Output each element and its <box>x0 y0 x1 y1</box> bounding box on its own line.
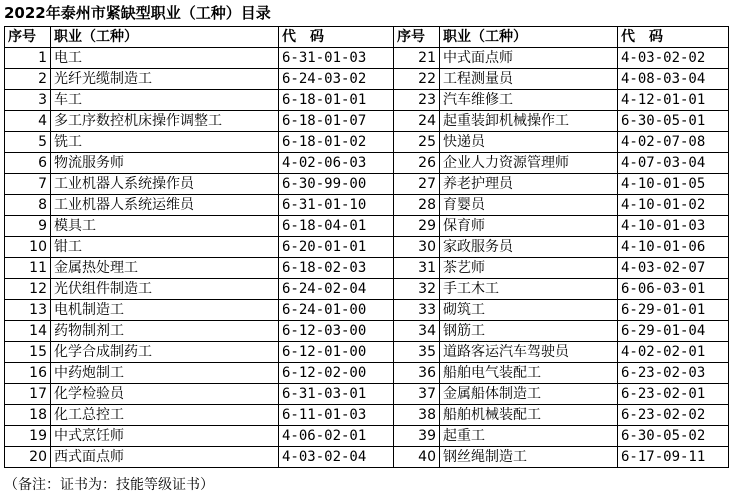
cell-occupation: 多工序数控机床操作调整工 <box>51 111 279 132</box>
cell-seq: 9 <box>5 216 51 237</box>
cell-occupation: 化学合成制药工 <box>51 342 279 363</box>
cell-code-2: 4-03-02-02 <box>618 48 729 69</box>
cell-seq-2: 37 <box>394 384 440 405</box>
cell-occupation-2: 茶艺师 <box>440 258 618 279</box>
cell-code: 6-30-99-00 <box>279 174 394 195</box>
header-code: 代 码 <box>279 27 394 48</box>
cell-code: 4-06-02-01 <box>279 426 394 447</box>
table-row <box>5 90 729 111</box>
cell-code: 6-18-01-07 <box>279 111 394 132</box>
cell-occupation-2: 汽车维修工 <box>440 90 618 111</box>
header-occupation-2: 职业（工种） <box>440 27 618 48</box>
cell-code-2: 6-23-02-01 <box>618 384 729 405</box>
header-occupation: 职业（工种） <box>51 27 279 48</box>
table-header-row <box>5 27 729 48</box>
cell-code: 4-03-02-04 <box>279 447 394 468</box>
cell-code: 6-18-04-01 <box>279 216 394 237</box>
cell-seq-2: 33 <box>394 300 440 321</box>
cell-seq: 19 <box>5 426 51 447</box>
cell-seq-2: 23 <box>394 90 440 111</box>
cell-seq-2: 24 <box>394 111 440 132</box>
cell-occupation-2: 钢丝绳制造工 <box>440 447 618 468</box>
table-row <box>5 300 729 321</box>
cell-seq-2: 30 <box>394 237 440 258</box>
cell-seq: 10 <box>5 237 51 258</box>
table-row <box>5 153 729 174</box>
cell-seq-2: 31 <box>394 258 440 279</box>
cell-seq: 16 <box>5 363 51 384</box>
table-row <box>5 111 729 132</box>
cell-seq: 11 <box>5 258 51 279</box>
cell-seq: 4 <box>5 111 51 132</box>
cell-code: 6-31-01-03 <box>279 48 394 69</box>
table-row <box>5 237 729 258</box>
cell-code: 6-12-02-00 <box>279 363 394 384</box>
header-code-2: 代 码 <box>618 27 729 48</box>
cell-occupation-2: 保育师 <box>440 216 618 237</box>
cell-seq: 7 <box>5 174 51 195</box>
cell-occupation-2: 中式面点师 <box>440 48 618 69</box>
cell-seq: 5 <box>5 132 51 153</box>
cell-code: 6-18-01-01 <box>279 90 394 111</box>
cell-seq: 15 <box>5 342 51 363</box>
cell-occupation-2: 起重工 <box>440 426 618 447</box>
table-row <box>5 258 729 279</box>
cell-occupation: 工业机器人系统运维员 <box>51 195 279 216</box>
cell-code-2: 4-10-01-02 <box>618 195 729 216</box>
cell-occupation: 中式烹饪师 <box>51 426 279 447</box>
cell-code: 6-12-01-00 <box>279 342 394 363</box>
cell-seq: 14 <box>5 321 51 342</box>
cell-occupation: 模具工 <box>51 216 279 237</box>
cell-code-2: 6-23-02-02 <box>618 405 729 426</box>
cell-occupation-2: 起重装卸机械操作工 <box>440 111 618 132</box>
cell-seq-2: 34 <box>394 321 440 342</box>
cell-code-2: 6-06-03-01 <box>618 279 729 300</box>
header-seq-2: 序号 <box>394 27 440 48</box>
table-row <box>5 321 729 342</box>
cell-seq-2: 32 <box>394 279 440 300</box>
table-row <box>5 426 729 447</box>
table-row <box>5 363 729 384</box>
table-body <box>5 48 729 468</box>
table-row <box>5 447 729 468</box>
cell-seq: 8 <box>5 195 51 216</box>
table-row <box>5 342 729 363</box>
cell-seq: 18 <box>5 405 51 426</box>
table-row <box>5 69 729 90</box>
cell-code: 6-24-01-00 <box>279 300 394 321</box>
cell-occupation-2: 育婴员 <box>440 195 618 216</box>
cell-seq: 2 <box>5 69 51 90</box>
cell-seq-2: 25 <box>394 132 440 153</box>
cell-code: 6-12-03-00 <box>279 321 394 342</box>
cell-code: 6-24-03-02 <box>279 69 394 90</box>
cell-code-2: 4-10-01-05 <box>618 174 729 195</box>
cell-code: 6-18-02-03 <box>279 258 394 279</box>
cell-code: 6-24-02-04 <box>279 279 394 300</box>
cell-seq: 6 <box>5 153 51 174</box>
cell-seq: 13 <box>5 300 51 321</box>
cell-code-2: 4-03-02-07 <box>618 258 729 279</box>
cell-code: 6-31-01-10 <box>279 195 394 216</box>
cell-seq-2: 21 <box>394 48 440 69</box>
cell-occupation-2: 船舶电气装配工 <box>440 363 618 384</box>
cell-seq: 12 <box>5 279 51 300</box>
cell-occupation-2: 金属船体制造工 <box>440 384 618 405</box>
cell-occupation: 电机制造工 <box>51 300 279 321</box>
cell-occupation: 中药炮制工 <box>51 363 279 384</box>
occupation-table <box>4 26 729 468</box>
cell-occupation-2: 钢筋工 <box>440 321 618 342</box>
cell-code-2: 4-12-01-01 <box>618 90 729 111</box>
header-seq: 序号 <box>5 27 51 48</box>
cell-occupation-2: 道路客运汽车驾驶员 <box>440 342 618 363</box>
cell-code-2: 6-30-05-01 <box>618 111 729 132</box>
cell-seq-2: 39 <box>394 426 440 447</box>
cell-occupation-2: 砌筑工 <box>440 300 618 321</box>
cell-occupation: 西式面点师 <box>51 447 279 468</box>
cell-occupation: 金属热处理工 <box>51 258 279 279</box>
cell-occupation: 铣工 <box>51 132 279 153</box>
table-row <box>5 216 729 237</box>
cell-occupation-2: 企业人力资源管理师 <box>440 153 618 174</box>
cell-occupation-2: 手工木工 <box>440 279 618 300</box>
table-row <box>5 279 729 300</box>
cell-seq: 3 <box>5 90 51 111</box>
cell-occupation: 化工总控工 <box>51 405 279 426</box>
table-row <box>5 48 729 69</box>
cell-seq-2: 36 <box>394 363 440 384</box>
cell-seq-2: 40 <box>394 447 440 468</box>
cell-code-2: 4-02-02-01 <box>618 342 729 363</box>
cell-occupation-2: 工程测量员 <box>440 69 618 90</box>
cell-code-2: 6-23-02-03 <box>618 363 729 384</box>
cell-code: 4-02-06-03 <box>279 153 394 174</box>
cell-seq-2: 29 <box>394 216 440 237</box>
cell-seq-2: 28 <box>394 195 440 216</box>
cell-code-2: 6-30-05-02 <box>618 426 729 447</box>
cell-code-2: 4-02-07-08 <box>618 132 729 153</box>
cell-code-2: 4-07-03-04 <box>618 153 729 174</box>
cell-occupation: 工业机器人系统操作员 <box>51 174 279 195</box>
cell-occupation-2: 船舶机械装配工 <box>440 405 618 426</box>
cell-occupation-2: 养老护理员 <box>440 174 618 195</box>
cell-occupation: 化学检验员 <box>51 384 279 405</box>
cell-seq: 1 <box>5 48 51 69</box>
cell-occupation: 物流服务师 <box>51 153 279 174</box>
cell-code: 6-31-03-01 <box>279 384 394 405</box>
cell-occupation: 电工 <box>51 48 279 69</box>
cell-seq-2: 27 <box>394 174 440 195</box>
cell-code-2: 6-29-01-01 <box>618 300 729 321</box>
cell-occupation: 光伏组件制造工 <box>51 279 279 300</box>
cell-code-2: 6-17-09-11 <box>618 447 729 468</box>
page-title: 2022年泰州市紧缺型职业（工种）目录 <box>4 4 271 22</box>
cell-occupation-2: 家政服务员 <box>440 237 618 258</box>
cell-code-2: 4-08-03-04 <box>618 69 729 90</box>
cell-occupation: 药物制剂工 <box>51 321 279 342</box>
footnote: （备注：证书为：技能等级证书） <box>4 477 214 493</box>
table-row <box>5 405 729 426</box>
cell-seq-2: 26 <box>394 153 440 174</box>
cell-occupation: 车工 <box>51 90 279 111</box>
cell-code: 6-20-01-01 <box>279 237 394 258</box>
table-row <box>5 132 729 153</box>
cell-seq: 20 <box>5 447 51 468</box>
cell-seq-2: 38 <box>394 405 440 426</box>
cell-code-2: 4-10-01-06 <box>618 237 729 258</box>
cell-seq: 17 <box>5 384 51 405</box>
cell-code-2: 4-10-01-03 <box>618 216 729 237</box>
cell-occupation: 钳工 <box>51 237 279 258</box>
cell-code: 6-18-01-02 <box>279 132 394 153</box>
table-row <box>5 174 729 195</box>
table-row <box>5 384 729 405</box>
cell-seq-2: 35 <box>394 342 440 363</box>
cell-code: 6-11-01-03 <box>279 405 394 426</box>
cell-seq-2: 22 <box>394 69 440 90</box>
table-row <box>5 195 729 216</box>
cell-occupation-2: 快递员 <box>440 132 618 153</box>
cell-occupation: 光纤光缆制造工 <box>51 69 279 90</box>
cell-code-2: 6-29-01-04 <box>618 321 729 342</box>
